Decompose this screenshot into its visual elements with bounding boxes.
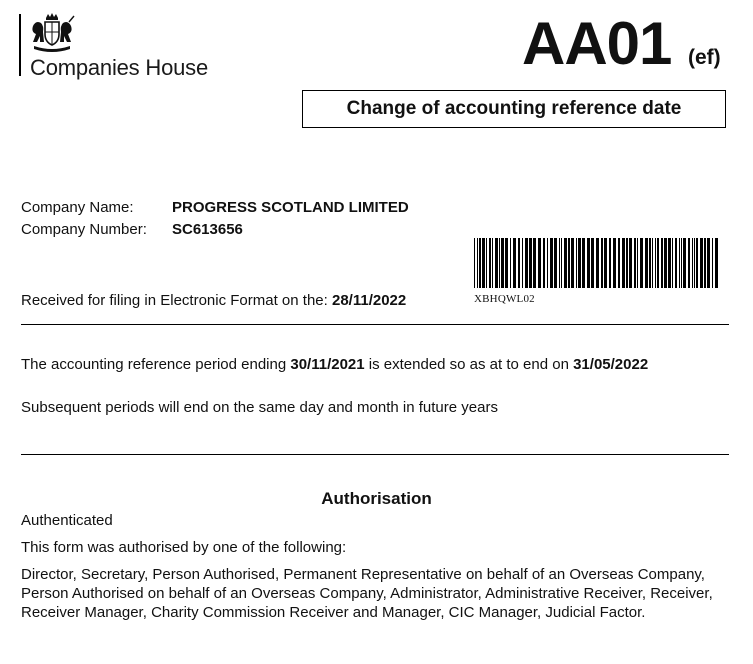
barcode-bar bbox=[696, 238, 698, 288]
barcode-bar bbox=[652, 238, 653, 288]
barcode-bar bbox=[672, 238, 673, 288]
barcode-bar bbox=[554, 238, 557, 288]
barcode-bar bbox=[518, 238, 520, 288]
received-date: 28/11/2022 bbox=[331, 292, 407, 309]
barcode-bar bbox=[692, 238, 693, 288]
company-number-value: SC613656 bbox=[172, 221, 243, 238]
authorisation-status: Authenticated bbox=[21, 512, 113, 529]
barcode-bar bbox=[499, 238, 500, 288]
company-name-value: PROGRESS SCOTLAND LIMITED bbox=[172, 199, 409, 216]
barcode-bar bbox=[657, 238, 659, 288]
barcode-bar bbox=[489, 238, 491, 288]
barcode-text: XBHQWL02 bbox=[474, 293, 535, 305]
old-period-end-date: 30/11/2021 bbox=[290, 356, 365, 373]
barcode-bar bbox=[582, 238, 585, 288]
authorisation-intro: This form was authorised by one of the following: bbox=[21, 539, 347, 556]
authorisation-heading: Authorisation bbox=[321, 489, 432, 508]
period-statement bbox=[21, 356, 648, 373]
barcode-bar bbox=[587, 238, 590, 288]
barcode-bar bbox=[510, 238, 511, 288]
barcode-bar bbox=[626, 238, 628, 288]
barcode-bar bbox=[640, 238, 643, 288]
form-code-suffix: (ef) bbox=[688, 46, 721, 69]
received-line bbox=[21, 292, 406, 309]
barcode-bar bbox=[564, 238, 567, 288]
barcode-bar bbox=[700, 238, 703, 288]
header-divider bbox=[19, 14, 21, 76]
divider-rule bbox=[21, 324, 729, 325]
barcode-bar bbox=[501, 238, 504, 288]
barcode-bar bbox=[649, 238, 651, 288]
company-name-label: Company Name: bbox=[21, 199, 134, 216]
barcode bbox=[474, 238, 722, 288]
form-code: AA01 bbox=[522, 10, 672, 77]
barcode-bar bbox=[525, 238, 528, 288]
barcode-bar bbox=[522, 238, 523, 288]
barcode-bar bbox=[482, 238, 485, 288]
barcode-bar bbox=[550, 238, 553, 288]
barcode-bar bbox=[486, 238, 487, 288]
barcode-bar bbox=[712, 238, 713, 288]
new-period-end-date: 31/05/2022 bbox=[573, 356, 649, 373]
received-label: Received for filing in Electronic Format on the: bbox=[21, 292, 328, 309]
subsequent-periods-text: Subsequent periods will end on the same day and month in future years bbox=[21, 399, 498, 416]
barcode-bar bbox=[492, 238, 493, 288]
barcode-bar bbox=[495, 238, 498, 288]
royal-coat-of-arms-icon bbox=[28, 12, 76, 54]
barcode-bar bbox=[571, 238, 574, 288]
barcode-bar bbox=[559, 238, 560, 288]
barcode-bar bbox=[668, 238, 671, 288]
barcode-bar bbox=[655, 238, 656, 288]
period-text-a: The accounting reference period ending bbox=[21, 356, 291, 373]
barcode-bar bbox=[618, 238, 620, 288]
barcode-bar bbox=[675, 238, 677, 288]
barcode-bar bbox=[664, 238, 667, 288]
barcode-bar bbox=[637, 238, 638, 288]
barcode-bar bbox=[661, 238, 663, 288]
barcode-bar bbox=[609, 238, 611, 288]
barcode-bar bbox=[688, 238, 690, 288]
barcode-bar bbox=[568, 238, 570, 288]
barcode-bar bbox=[704, 238, 706, 288]
barcode-bar bbox=[645, 238, 648, 288]
company-number-label: Company Number: bbox=[21, 221, 147, 238]
barcode-bar bbox=[576, 238, 577, 288]
barcode-bar bbox=[679, 238, 680, 288]
divider-rule bbox=[21, 454, 729, 455]
barcode-bar bbox=[715, 238, 718, 288]
barcode-bar bbox=[533, 238, 536, 288]
barcode-bar bbox=[561, 238, 562, 288]
barcode-bar bbox=[694, 238, 695, 288]
barcode-bar bbox=[596, 238, 599, 288]
barcode-bar bbox=[578, 238, 581, 288]
barcode-bar bbox=[629, 238, 632, 288]
barcode-bar bbox=[613, 238, 616, 288]
barcode-bar bbox=[538, 238, 541, 288]
barcode-bar bbox=[474, 238, 475, 288]
barcode-bar bbox=[477, 238, 478, 288]
authorised-roles-list: Director, Secretary, Person Authorised, Permanent Representative on behalf of an Overseas Company, Person Authorised on behalf of an Overseas Company, Administrator, Administrative Receiver, Receiver, Receiver Manager, Charity Commission Receiver and Manager, CIC Manager, Judicial Factor. bbox=[21, 566, 713, 621]
barcode-bar bbox=[529, 238, 532, 288]
barcode-bar bbox=[634, 238, 636, 288]
barcode-bar bbox=[513, 238, 516, 288]
barcode-bar bbox=[707, 238, 710, 288]
barcode-bar bbox=[479, 238, 481, 288]
organisation-name: Companies House bbox=[30, 55, 208, 80]
barcode-bar bbox=[681, 238, 682, 288]
barcode-bar bbox=[604, 238, 607, 288]
form-title: Change of accounting reference date bbox=[302, 90, 726, 128]
barcode-bar bbox=[505, 238, 508, 288]
barcode-bar bbox=[622, 238, 625, 288]
barcode-bar bbox=[543, 238, 545, 288]
barcode-bar bbox=[683, 238, 686, 288]
barcode-bar bbox=[547, 238, 548, 288]
barcode-bar bbox=[601, 238, 603, 288]
barcode-bar bbox=[591, 238, 594, 288]
period-text-b: is extended so as at to end on bbox=[364, 356, 574, 373]
